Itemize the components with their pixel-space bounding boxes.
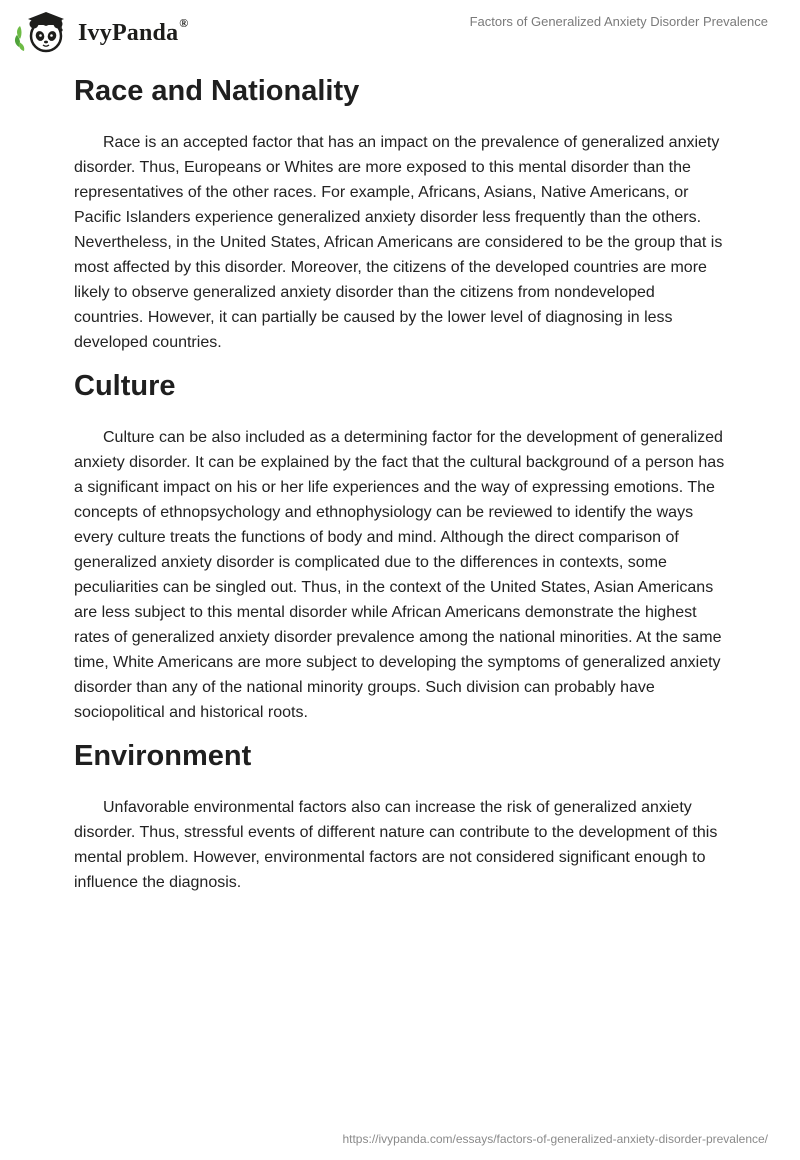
- brand-name: IvyPanda®: [78, 15, 189, 46]
- ivypanda-logo[interactable]: [14, 8, 188, 56]
- section-paragraph: Unfavorable environmental factors also can increase the risk of generalized anxiety disorder. Thus, stressful events of different nature can contribute to the development of this mental problem. However, environmental factors are not considered significant enough to influence the diagnosis.: [74, 799, 718, 891]
- section-heading: Race and Nationality: [74, 75, 360, 107]
- section-paragraph: Race is an accepted factor that has an impact on the prevalence of generalized anxiety disorder. Thus, Europeans or Whites are more exposed to this mental disorder than the representatives of the other races. For example, Africans, Asians, Native Americans, or Pacific Islanders experience generalized anxiety disorder less frequently than the others. Nevertheless, in the United States, African Americans are considered to be the group that is most affected by this disorder. Moreover, the citizens of the developed countries are more likely to observe generalized anxiety disorder than the citizens from nondeveloped countries. However, it can partially be caused by the lower level of diagnosing in less developed countries.: [74, 134, 723, 351]
- essay-body: [74, 72, 728, 907]
- section-race-and-nationality: [74, 72, 728, 355]
- section-heading: Environment: [74, 740, 252, 772]
- section-environment: [74, 737, 728, 895]
- section-paragraph: Culture can be also included as a determining factor for the development of generalized anxiety disorder. It can be explained by the fact that the cultural background of a person has a significant impact on his or her life experiences and the way of expressing emotions. The concepts of ethnopsychology and ethnophysiology can be reviewed to identify the ways every culture treats the functions of body and mind. Although the direct comparison of generalized anxiety disorder is complicated due to the differences in contexts, some peculiarities can be singled out. Thus, in the context of the United States, Asian Americans are less subject to this mental disorder while African Americans demonstrate the highest rates of generalized anxiety disorder prevalence among the national minorities. At the same time, White Americans are more subject to developing the symptoms of generalized anxiety disorder than any of the national minority groups. Such division can probably have sociopolitical and historical roots.: [74, 429, 725, 721]
- section-culture: [74, 367, 728, 725]
- document-title: Factors of Generalized Anxiety Disorder Prevalence: [469, 14, 768, 29]
- panda-graduate-icon: [14, 9, 72, 55]
- source-url-link[interactable]: https://ivypanda.com/essays/factors-of-generalized-anxiety-disorder-prevalence/: [342, 1132, 768, 1146]
- section-heading: Culture: [74, 370, 176, 402]
- page-header: [0, 0, 800, 60]
